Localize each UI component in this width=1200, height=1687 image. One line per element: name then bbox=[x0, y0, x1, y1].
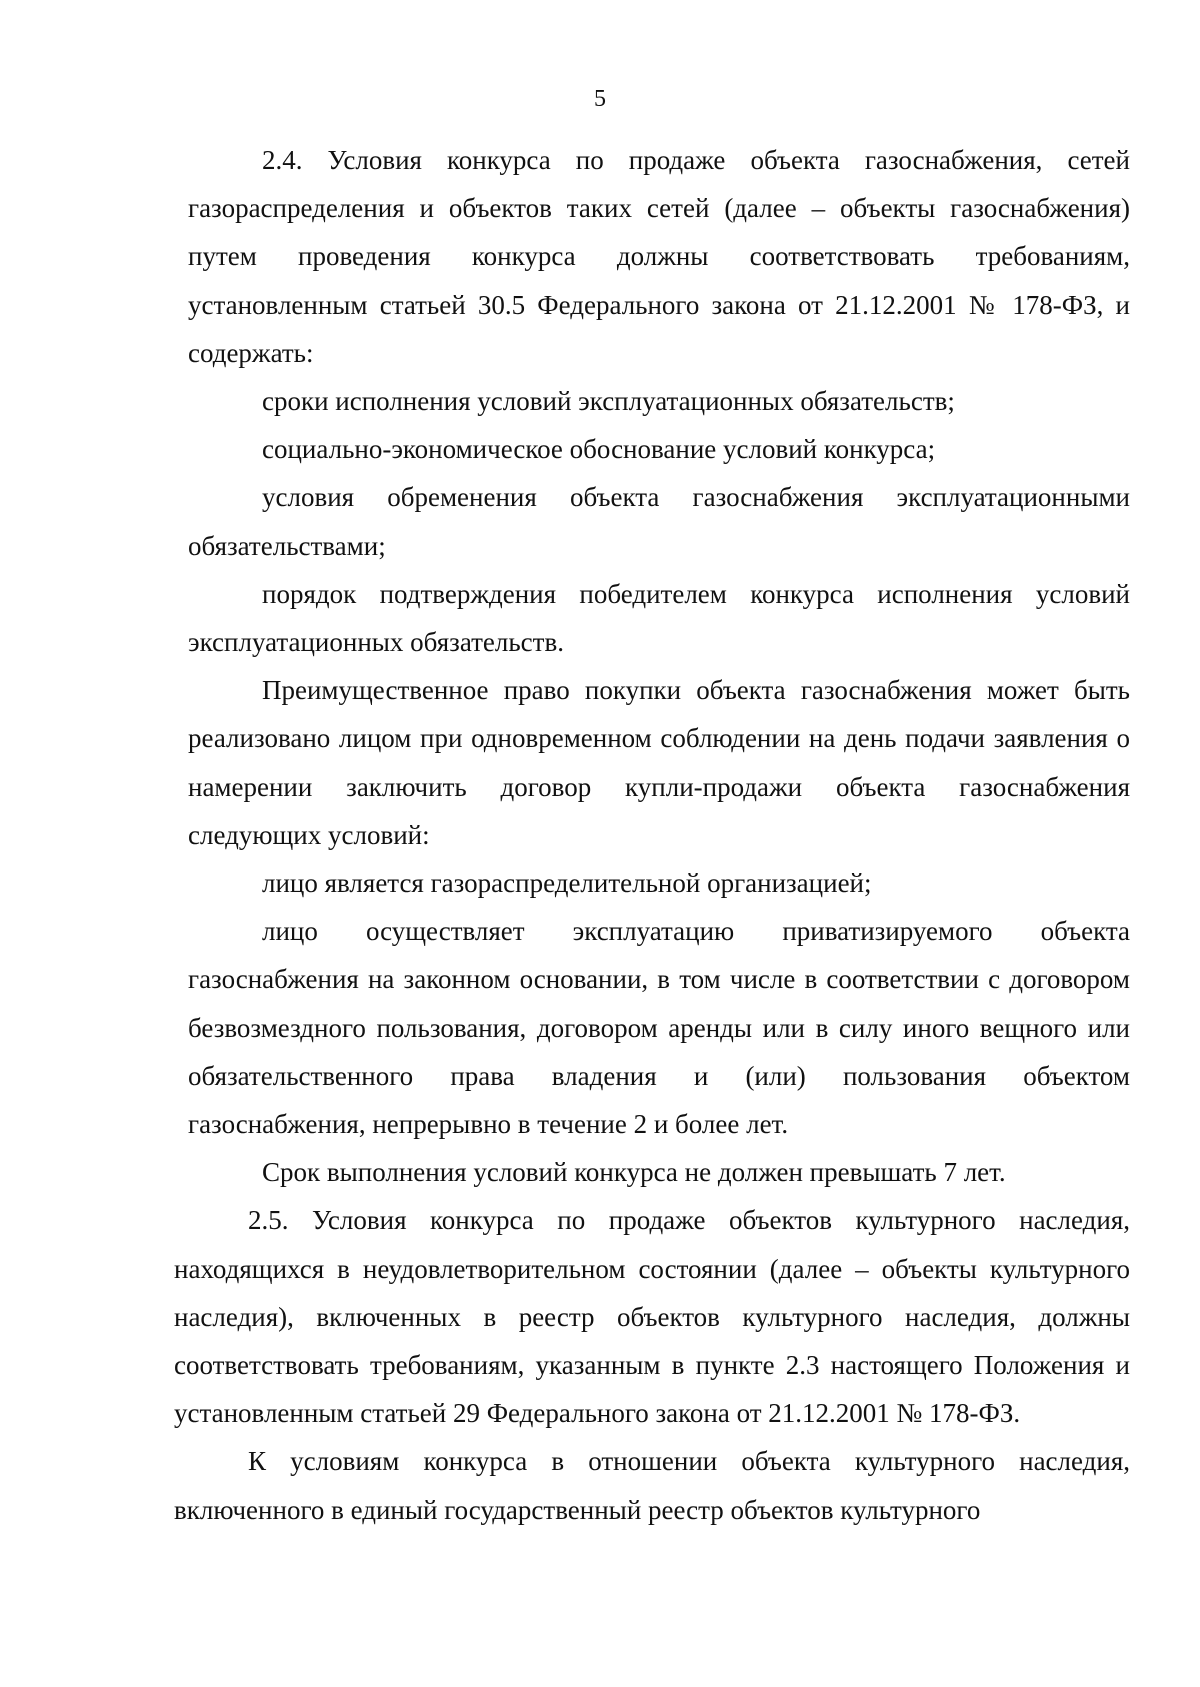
paragraph-2-4: 2.4. Условия конкурса по продаже объекта газоснабжения, сетей газораспределения и объектов таких сетей (далее – объекты газоснабжения) путем проведения конкурса должны соответствовать требованиям, установленным статьей 30.5 Федерального закона от 21.12.2001 № 178-ФЗ, и содержать: bbox=[188, 145, 1130, 368]
list-item-operation: лицо осуществляет эксплуатацию приватизируемого объекта газоснабжения на законном основании, в том числе в соответствии с договором безвозмездного пользования, договором аренды или в силу иного вещного или обязательственного права владения и (или) пользования объектом газоснабжения, непрерывно в течение 2 и более лет. bbox=[188, 916, 1130, 1140]
paragraph-preemptive-right: Преимущественное право покупки объекта газоснабжения может быть реализовано лицом при одновременном соблюдении на день подачи заявления о намерении заключить договор купли-продажи объекта газоснабжения следующих условий: bbox=[188, 675, 1130, 850]
list-item-deadlines: сроки исполнения условий эксплуатационных обязательств; bbox=[262, 386, 955, 417]
list-item-encumbrance: условия обременения объекта газоснабжения эксплуатационными обязательствами; bbox=[188, 482, 1130, 561]
page-number: 5 bbox=[594, 86, 606, 112]
paragraph-cultural-heritage: К условиям конкурса в отношении объекта культурного наследия, включенного в единый государственный реестр объектов культурного bbox=[174, 1446, 1130, 1525]
list-item-justification: социально-экономическое обоснование условий конкурса; bbox=[262, 434, 936, 465]
list-item-confirmation: порядок подтверждения победителем конкурса исполнения условий эксплуатационных обязательств. bbox=[188, 578, 1130, 658]
list-item-gas-organization: лицо является газораспределительной организацией; bbox=[262, 868, 872, 899]
paragraph-2-5: 2.5. Условия конкурса по продаже объектов культурного наследия, находящихся в неудовлетворительном состоянии (далее – объекты культурного наследия), включенных в реестр объектов культурного наследия, должны соответствовать требованиям, указанным в пункте 2.3 настоящего Положения и установленным статьей 29 Федерального закона от 21.12.2001 № 178-ФЗ. bbox=[174, 1205, 1130, 1429]
document-body bbox=[174, 136, 1130, 1534]
paragraph-term: Срок выполнения условий конкурса не должен превышать 7 лет. bbox=[262, 1157, 1006, 1188]
